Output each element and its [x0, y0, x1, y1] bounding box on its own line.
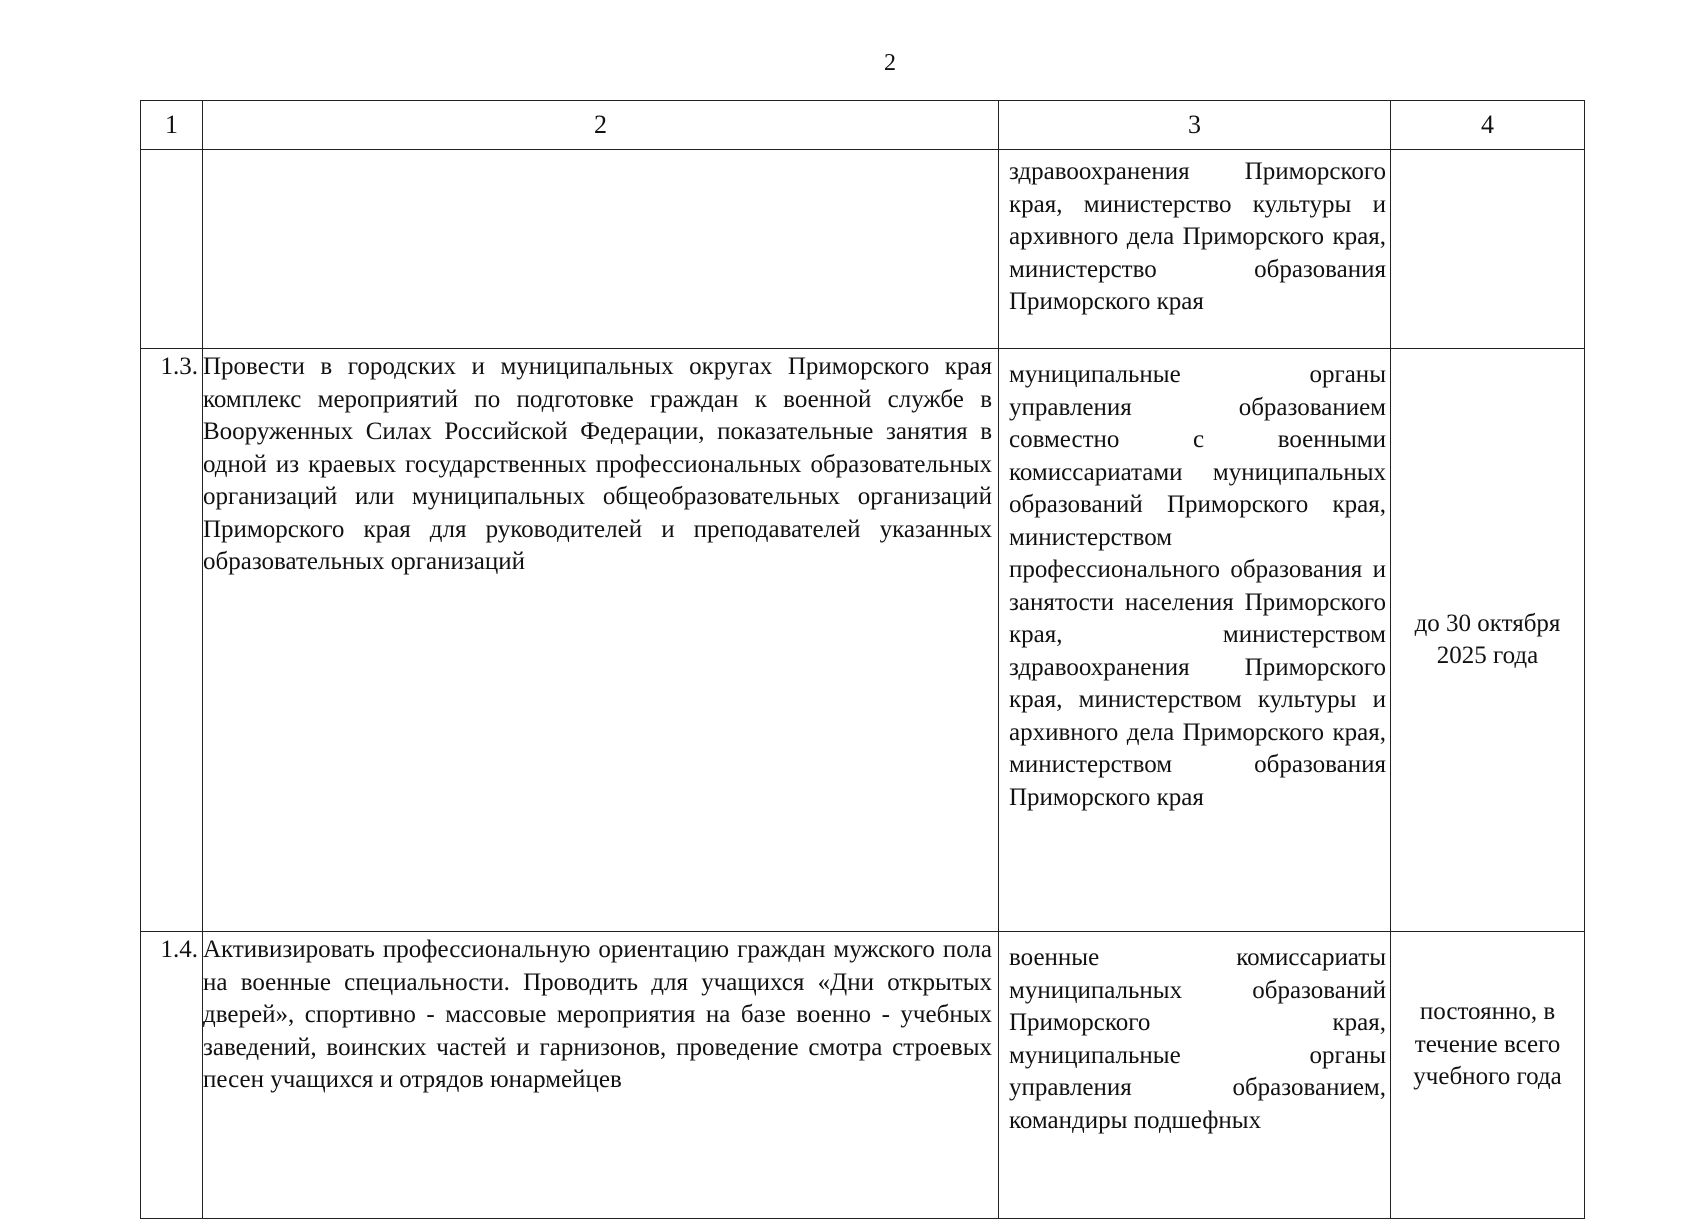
task-cell [203, 150, 999, 349]
header-cell-1: 1 [141, 101, 203, 150]
header-cell-4: 4 [1391, 101, 1585, 150]
term-cell [1391, 932, 1585, 1219]
task-text: Активизировать профессиональную ориентацию граждан мужского пола на военные специальности. Проводить для учащихся «Дни открытых дверей», спортивно - массовые мероприятия на базе военно - учебных заведений, воинских частей и гарнизонов, проведение смотра строевых песен учащихся и отрядов юнармейцев [203, 936, 992, 1093]
task-text [203, 150, 998, 152]
row-number [141, 150, 203, 349]
term-cell [1391, 150, 1585, 349]
page-number: 2 [884, 50, 896, 76]
term-line: 2025 года [1436, 642, 1539, 669]
task-text: Провести в городских и муниципальных округах Приморского края комплекс мероприятий по подготовке граждан к военной службе в Вооруженных Силах Российской Федерации, показательные занятия в одной из краевых государственных профессиональных образовательных организаций или муниципальных общеобразовательных организаций Приморского края для руководителей и преподавателей указанных образовательных организаций [203, 353, 992, 575]
executors-text: военные комиссариаты муниципальных образований Приморского края, муниципальные органы управления образованием, командиры подшефных [1009, 944, 1386, 1134]
header-cell-2: 2 [203, 101, 999, 150]
header-cell-3: 3 [999, 101, 1391, 150]
measures-table [140, 100, 1585, 1219]
executors-cell [999, 150, 1391, 349]
term-line: до 30 октября [1414, 609, 1561, 637]
table-row-continuation [141, 150, 1585, 349]
row-number: 1.3. [141, 349, 203, 932]
task-cell [203, 349, 999, 932]
term-line: течение всего [1414, 1030, 1561, 1058]
term-cell [1391, 349, 1585, 932]
table-row-1-4 [141, 932, 1585, 1219]
table-header-row [141, 101, 1585, 150]
table-row-1-3 [141, 349, 1585, 932]
executors-text: здравоохранения Приморского края, министерство культуры и архивного дела Приморского края, министерство образования Приморского края [1009, 158, 1386, 315]
task-cell [203, 932, 999, 1219]
executors-cell [999, 349, 1391, 932]
term-line: учебного года [1413, 1063, 1562, 1090]
row-number: 1.4. [141, 932, 203, 1219]
executors-cell [999, 932, 1391, 1219]
term-line: постоянно, в [1419, 998, 1556, 1025]
executors-text: муниципальные органы управления образованием совместно с военными комиссариатами муниципальных образований Приморского края, министерством профессионального образования и занятости населения Приморского края, министерством здравоохранения Приморского края, министерством культуры и архивного дела Приморского края, министерством образования Приморского края [1009, 361, 1386, 811]
